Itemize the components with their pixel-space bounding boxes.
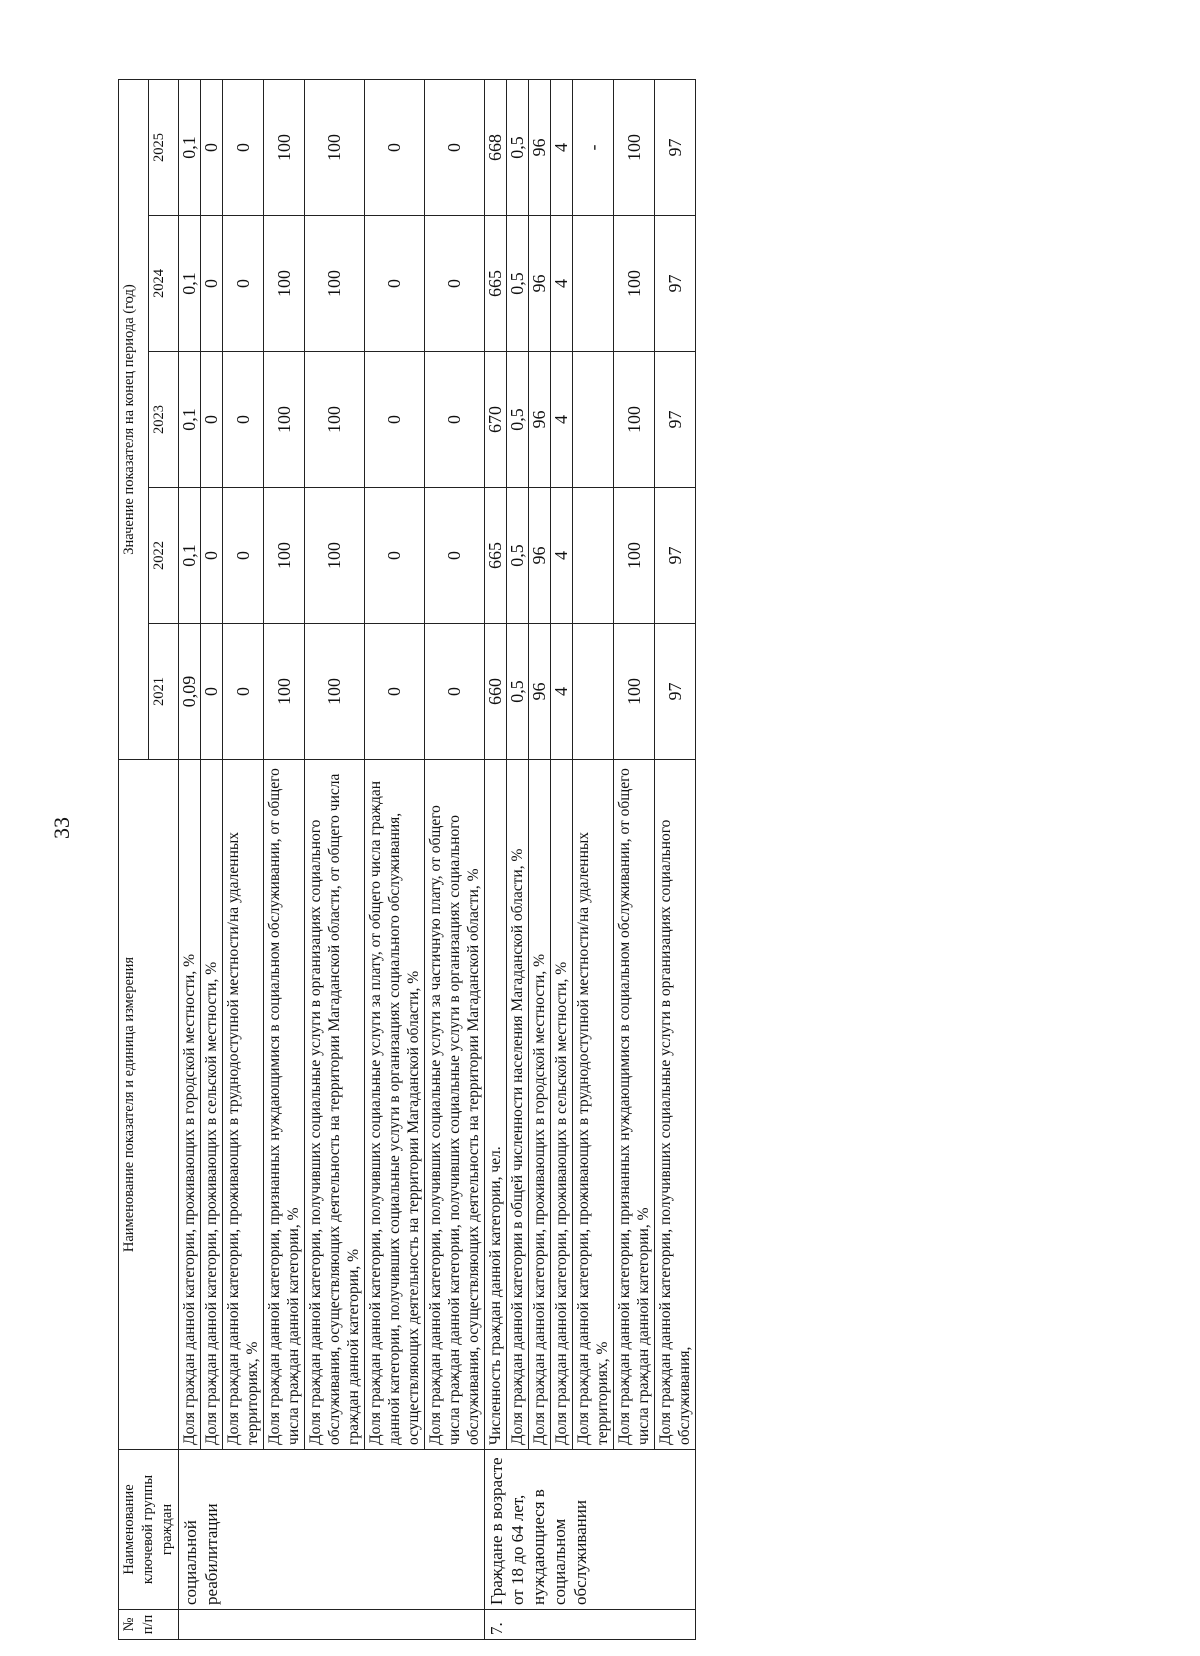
indicator-value: 100	[305, 216, 365, 352]
group-name: социальной реабилитации	[179, 1450, 485, 1610]
indicator-value: 0	[425, 216, 485, 352]
indicator-name: Доля граждан данной категории, признанных нуждающимися в социальном обслуживании, от общего числа граждан данной категории, %	[614, 760, 655, 1450]
row-number: 7.	[485, 1610, 696, 1640]
table-row	[223, 80, 264, 1640]
indicator-value: 100	[614, 80, 655, 216]
indicator-value: 0	[223, 352, 264, 488]
indicator-value: 97	[655, 80, 696, 216]
header-no: № п/п	[119, 1610, 179, 1640]
header-year: 2023	[149, 352, 179, 488]
table-row	[551, 80, 573, 1640]
indicator-name: Доля граждан данной категории, проживающих в труднодоступной местности/на удаленных территориях, %	[573, 760, 614, 1450]
header-group: Наименование ключевой группы граждан	[119, 1450, 179, 1610]
indicator-value: 0,1	[179, 216, 201, 352]
indicator-name: Доля граждан данной категории, получивших социальные услуги за плату, от общего числа граждан данной категории, получивших социальные услуги в организациях социального обслуживания, осуществляющих деятельность на территории Магаданской области, %	[365, 760, 425, 1450]
header-value: Значение показателя на конец периода (год)	[119, 80, 149, 760]
indicator-value: 96	[529, 352, 551, 488]
table-row	[614, 80, 655, 1640]
indicator-value: 4	[551, 80, 573, 216]
indicator-name: Доля граждан данной категории в общей численности населения Магаданской области, %	[507, 760, 529, 1450]
indicator-value: 0	[201, 352, 223, 488]
indicator-value: 0,09	[179, 624, 201, 760]
indicator-value: 100	[264, 488, 305, 624]
indicator-value: 96	[529, 624, 551, 760]
indicator-value: 670	[485, 352, 507, 488]
indicator-name: Доля граждан данной категории, получивших социальные услуги в организациях социального обслуживания,	[655, 760, 696, 1450]
indicator-value: 100	[614, 488, 655, 624]
indicator-value: 0,1	[179, 80, 201, 216]
indicator-value: 4	[551, 352, 573, 488]
indicator-name: Доля граждан данной категории, получивших социальные услуги в организациях социального обслуживания, осуществляющих деятельность на территории Магаданской области, от общего числа граждан данной категории, %	[305, 760, 365, 1450]
indicator-name: Доля граждан данной категории, проживающих в сельской местности, %	[551, 760, 573, 1450]
header-year: 2021	[149, 624, 179, 760]
page-number: 33	[49, 817, 74, 839]
table-row	[529, 80, 551, 1640]
indicator-value	[573, 624, 614, 760]
indicator-value: 0	[365, 488, 425, 624]
table-row	[305, 80, 365, 1640]
indicator-value: 0	[201, 624, 223, 760]
table-row	[507, 80, 529, 1640]
header-year: 2025	[149, 80, 179, 216]
indicator-value: 4	[551, 624, 573, 760]
header-indicator: Наименование показателя и единица измерения	[119, 760, 179, 1450]
table-header	[119, 80, 179, 1640]
indicator-name: Доля граждан данной категории, проживающих в городской местности, %	[179, 760, 201, 1450]
indicator-value: 0	[365, 624, 425, 760]
indicator-name: Доля граждан данной категории, проживающих в сельской местности, %	[201, 760, 223, 1450]
indicator-value: 0,5	[507, 216, 529, 352]
indicator-name: Доля граждан данной категории, получивших социальные услуги за частичную плату, от общего числа граждан данной категории, получивших социальные услуги в организациях социального обслуживания, осуществляющих деятельность на территории Магаданской области, %	[425, 760, 485, 1450]
indicator-value: 665	[485, 488, 507, 624]
indicator-value: 0,5	[507, 80, 529, 216]
indicator-value: 0,5	[507, 488, 529, 624]
indicator-value: 97	[655, 488, 696, 624]
row-number	[179, 1610, 485, 1640]
indicator-name: Доля граждан данной категории, проживающих в городской местности, %	[529, 760, 551, 1450]
indicators-table	[118, 79, 696, 1640]
indicator-value: 0	[223, 80, 264, 216]
indicator-value: 100	[264, 216, 305, 352]
table-row	[573, 80, 614, 1640]
indicator-value: 660	[485, 624, 507, 760]
indicator-value: 665	[485, 216, 507, 352]
table-body	[179, 80, 696, 1640]
indicator-value: 4	[551, 488, 573, 624]
table-row	[365, 80, 425, 1640]
indicator-value	[573, 352, 614, 488]
indicator-value: 97	[655, 216, 696, 352]
header-year: 2022	[149, 488, 179, 624]
indicator-value: 100	[305, 352, 365, 488]
indicator-value: 4	[551, 216, 573, 352]
table-row	[425, 80, 485, 1640]
indicator-value: -	[573, 80, 614, 216]
indicator-value	[573, 216, 614, 352]
indicator-value: 0	[223, 488, 264, 624]
indicator-value	[573, 488, 614, 624]
indicator-value: 0,5	[507, 352, 529, 488]
indicator-value: 100	[305, 624, 365, 760]
indicator-value: 0	[201, 80, 223, 216]
group-name: Граждане в возрасте от 18 до 64 лет, нуждающиеся в социальном обслуживании	[485, 1450, 696, 1610]
indicator-name: Доля граждан данной категории, проживающих в труднодоступной местности/на удаленных территориях, %	[223, 760, 264, 1450]
indicator-value: 0,1	[179, 352, 201, 488]
indicator-value: 100	[614, 216, 655, 352]
indicator-value: 0,5	[507, 624, 529, 760]
indicator-value: 0	[223, 216, 264, 352]
indicator-value: 100	[264, 80, 305, 216]
indicator-value: 0	[201, 216, 223, 352]
indicator-value: 0	[425, 80, 485, 216]
indicator-value: 0	[425, 352, 485, 488]
indicator-value: 0	[365, 80, 425, 216]
indicator-value: 100	[305, 80, 365, 216]
document-sheet	[118, 80, 998, 1640]
indicator-name: Доля граждан данной категории, признанных нуждающимися в социальном обслуживании, от общего числа граждан данной категории, %	[264, 760, 305, 1450]
table-row	[264, 80, 305, 1640]
indicator-value: 0,1	[179, 488, 201, 624]
indicator-value: 0	[425, 488, 485, 624]
indicator-value: 96	[529, 488, 551, 624]
indicator-value: 0	[425, 624, 485, 760]
indicator-value: 668	[485, 80, 507, 216]
indicator-value: 0	[365, 352, 425, 488]
table-row	[201, 80, 223, 1640]
indicator-name: Численность граждан данной категории, чел.	[485, 760, 507, 1450]
indicator-value: 96	[529, 216, 551, 352]
indicator-value: 0	[365, 216, 425, 352]
indicator-value: 100	[614, 352, 655, 488]
indicator-value: 100	[264, 352, 305, 488]
table-row	[655, 80, 696, 1640]
indicator-value: 100	[305, 488, 365, 624]
indicator-value: 100	[614, 624, 655, 760]
indicator-value: 100	[264, 624, 305, 760]
indicator-value: 96	[529, 80, 551, 216]
header-year: 2024	[149, 216, 179, 352]
indicator-value: 97	[655, 624, 696, 760]
indicator-value: 0	[201, 488, 223, 624]
indicator-value: 97	[655, 352, 696, 488]
table-row	[485, 80, 507, 1640]
table-row	[179, 80, 201, 1640]
indicator-value: 0	[223, 624, 264, 760]
